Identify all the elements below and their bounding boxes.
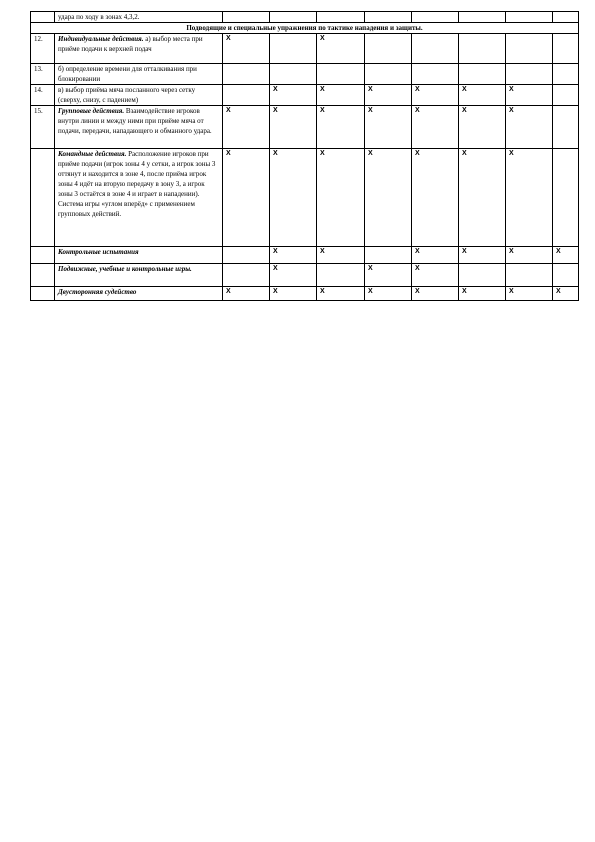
training-plan-table [30, 11, 579, 301]
mark-cell: X [506, 247, 553, 264]
exercise-description [55, 85, 223, 106]
exercise-title: Командные действия. [58, 150, 127, 158]
table-row [31, 149, 579, 247]
mark-cell [365, 247, 412, 264]
mark-cell: X [270, 264, 317, 287]
mark-cell [412, 12, 459, 23]
row-number: 15. [31, 106, 55, 149]
exercise-description [55, 264, 223, 287]
table-row [31, 12, 579, 23]
exercise-title: Подвижные, учебные и контрольные игры. [58, 265, 192, 273]
exercise-text: а) выбор места при приёме подачи к верхней подач [58, 35, 203, 53]
mark-cell [553, 34, 579, 64]
table-row [31, 247, 579, 264]
exercise-description [55, 64, 223, 85]
table-row [31, 106, 579, 149]
mark-cell: X [412, 106, 459, 149]
mark-cell: X [270, 106, 317, 149]
mark-cell: X [317, 247, 365, 264]
mark-cell: X [459, 149, 506, 247]
mark-cell [506, 12, 553, 23]
mark-cell [317, 12, 365, 23]
exercise-text: в) выбор приёма мяча посланного через сетку (сверху, снизу, с падением) [58, 86, 196, 104]
mark-cell: X [317, 287, 365, 301]
mark-cell [270, 34, 317, 64]
mark-cell: X [553, 287, 579, 301]
mark-cell: X [317, 85, 365, 106]
exercise-title: Двусторонняя судейство [58, 288, 137, 296]
mark-cell [270, 64, 317, 85]
mark-cell [506, 34, 553, 64]
exercise-text: удара по ходу в зонах 4,3,2. [58, 13, 140, 21]
mark-cell [459, 64, 506, 85]
exercise-text: б) определение времени для отталкивания при блокировании [58, 65, 197, 83]
table-row [31, 34, 579, 64]
table-row [31, 287, 579, 301]
mark-cell [553, 149, 579, 247]
exercise-text: Расположение игроков при приёме подачи (игрок зоны 4 у сетки, а игрок зоны 3 оттянут и находится в зоне 4, после приёма игрок зоны 4 идёт на вторую передачу в зону 3, а игрок зоны 3 остаётся в зоне 4 и играет в нападении). Система игры «углом вперёд» с применением групповых действий. [58, 150, 216, 218]
mark-cell: X [223, 287, 270, 301]
mark-cell: X [506, 85, 553, 106]
mark-cell [365, 34, 412, 64]
exercise-description [55, 287, 223, 301]
exercise-description [55, 149, 223, 247]
mark-cell [365, 64, 412, 85]
row-number [31, 247, 55, 264]
exercise-description [55, 106, 223, 149]
mark-cell: X [317, 106, 365, 149]
mark-cell: X [317, 149, 365, 247]
mark-cell: X [365, 106, 412, 149]
mark-cell: X [223, 34, 270, 64]
mark-cell [223, 247, 270, 264]
mark-cell [553, 12, 579, 23]
mark-cell: X [223, 106, 270, 149]
exercise-title: Групповые действия. [58, 107, 125, 115]
row-number: 14. [31, 85, 55, 106]
mark-cell: X [270, 149, 317, 247]
mark-cell [223, 64, 270, 85]
mark-cell [223, 264, 270, 287]
row-number [31, 149, 55, 247]
mark-cell: X [412, 287, 459, 301]
mark-cell: X [412, 149, 459, 247]
mark-cell: X [365, 149, 412, 247]
exercise-text: Взаимодействие игроков внутри линии и между ними при приёме мяча от подачи, передачи, нападающего и обманного удара. [58, 107, 212, 135]
mark-cell [223, 12, 270, 23]
mark-cell: X [506, 149, 553, 247]
section-row [31, 23, 579, 34]
mark-cell [553, 106, 579, 149]
row-number [31, 287, 55, 301]
table-row [31, 64, 579, 85]
row-number: 12. [31, 34, 55, 64]
exercise-title: Контрольные испытания [58, 248, 139, 256]
mark-cell: X [365, 264, 412, 287]
mark-cell [223, 85, 270, 106]
row-number: 13. [31, 64, 55, 85]
mark-cell: X [270, 247, 317, 264]
exercise-title: Индивидуальные действия. [58, 35, 144, 43]
mark-cell [365, 12, 412, 23]
exercise-description [55, 12, 223, 23]
mark-cell [459, 12, 506, 23]
exercise-description [55, 34, 223, 64]
mark-cell: X [459, 247, 506, 264]
mark-cell [412, 64, 459, 85]
mark-cell: X [270, 85, 317, 106]
mark-cell [270, 12, 317, 23]
row-number [31, 12, 55, 23]
mark-cell: X [459, 106, 506, 149]
mark-cell: X [317, 34, 365, 64]
exercise-description [55, 247, 223, 264]
mark-cell: X [506, 106, 553, 149]
mark-cell: X [506, 287, 553, 301]
table-row [31, 264, 579, 287]
row-number [31, 264, 55, 287]
mark-cell: X [365, 85, 412, 106]
mark-cell [317, 64, 365, 85]
mark-cell [459, 264, 506, 287]
mark-cell [553, 264, 579, 287]
mark-cell: X [459, 287, 506, 301]
mark-cell: X [412, 85, 459, 106]
mark-cell [317, 264, 365, 287]
mark-cell: X [553, 247, 579, 264]
mark-cell: X [270, 287, 317, 301]
mark-cell [459, 34, 506, 64]
mark-cell: X [365, 287, 412, 301]
mark-cell: X [412, 247, 459, 264]
mark-cell: X [459, 85, 506, 106]
mark-cell [553, 85, 579, 106]
mark-cell [506, 264, 553, 287]
table-row [31, 85, 579, 106]
mark-cell [553, 64, 579, 85]
mark-cell [412, 34, 459, 64]
mark-cell: X [223, 149, 270, 247]
table-body [31, 12, 579, 301]
mark-cell [506, 64, 553, 85]
mark-cell: X [412, 264, 459, 287]
section-heading: Подводящие и специальные упражнения по тактике нападения и защиты. [31, 23, 579, 34]
